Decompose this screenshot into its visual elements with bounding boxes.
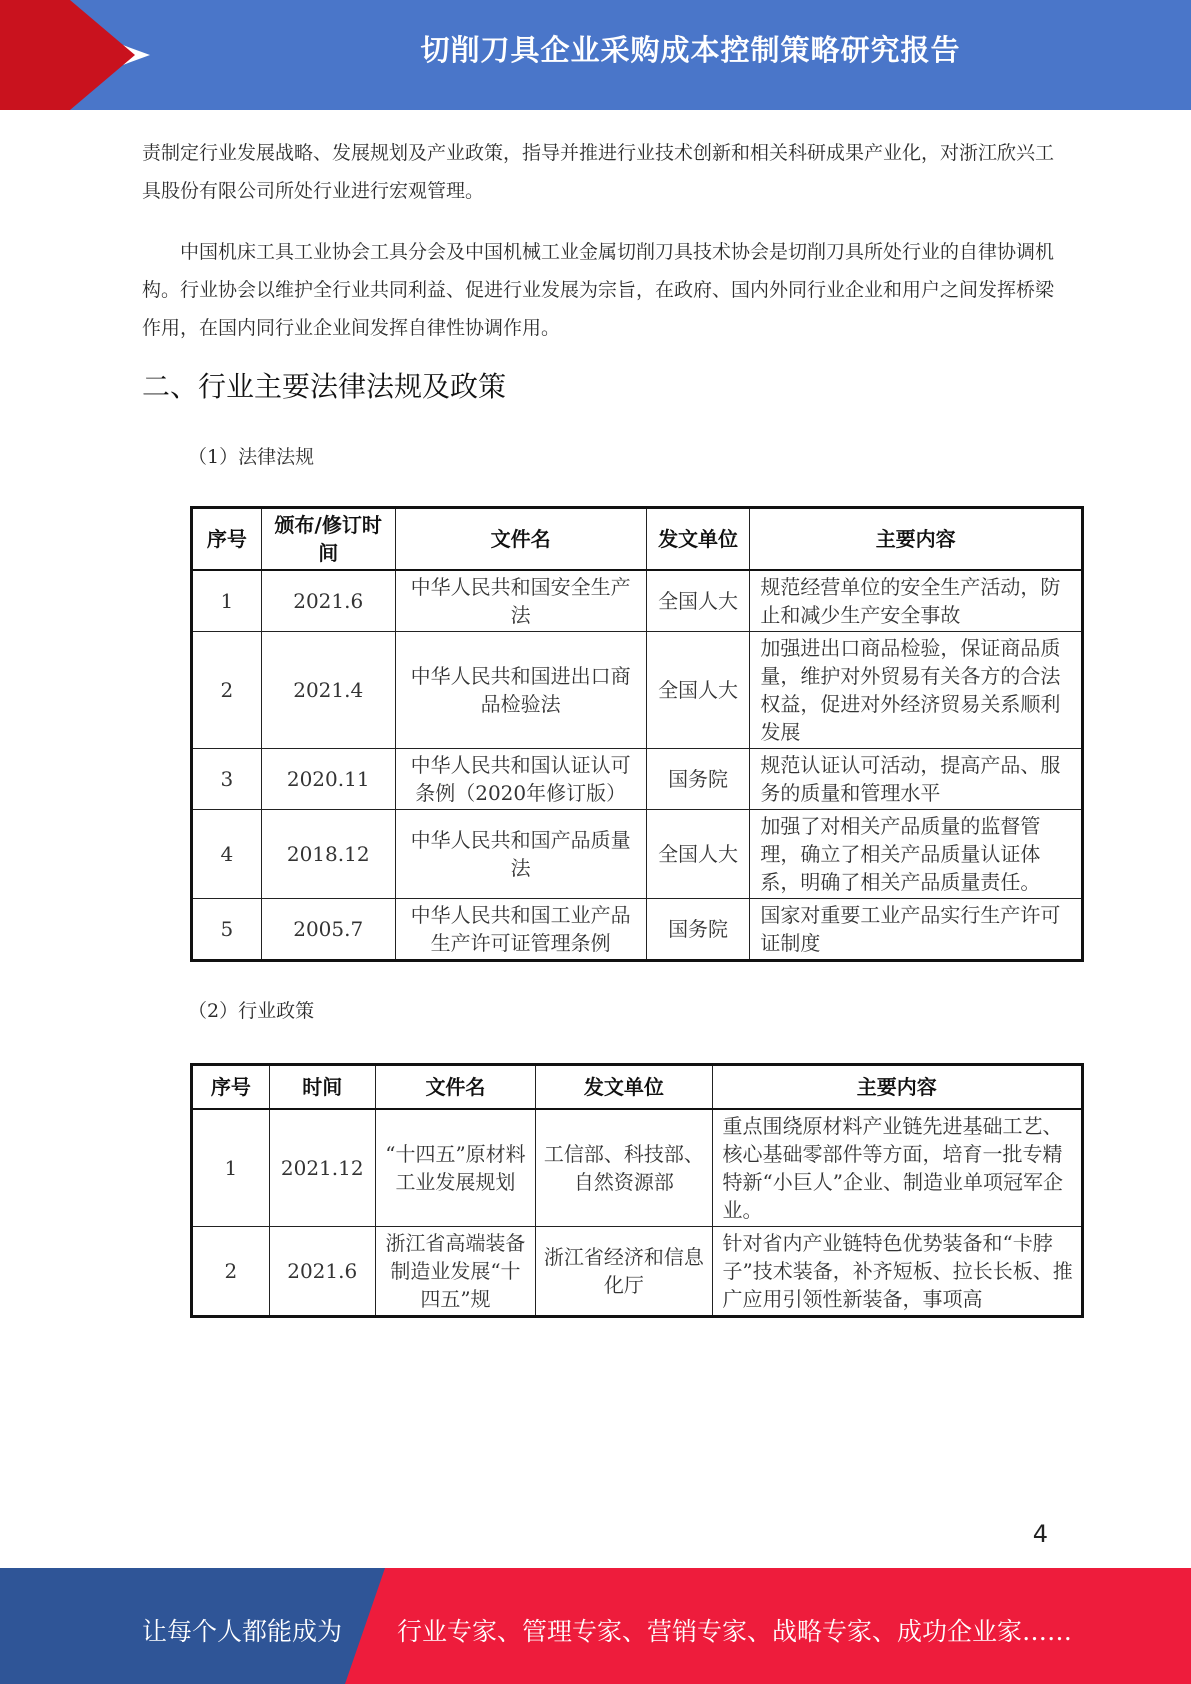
header-banner bbox=[0, 0, 1191, 110]
footer-slogan-left: 让每个人都能成为 bbox=[142, 1617, 343, 1646]
footer-slant-decoration bbox=[345, 1568, 385, 1684]
col-header: 主要内容 bbox=[712, 1065, 1082, 1109]
cell: 2021.4 bbox=[261, 632, 395, 749]
header-red-arrow bbox=[70, 0, 135, 110]
cell: “十四五”原材料工业发展规划 bbox=[375, 1109, 535, 1227]
section-heading: 二、行业主要法律法规及政策 bbox=[142, 370, 507, 403]
cell: 工信部、科技部、自然资源部 bbox=[536, 1109, 712, 1227]
cell: 5 bbox=[192, 899, 262, 961]
policies-table bbox=[190, 1063, 1084, 1318]
cell: 2021.6 bbox=[261, 570, 395, 632]
cell: 2 bbox=[192, 632, 262, 749]
col-header: 序号 bbox=[192, 1065, 270, 1109]
col-header: 序号 bbox=[192, 508, 262, 571]
cell: 浙江省高端装备制造业发展“十四五”规 bbox=[375, 1226, 535, 1316]
cell: 中华人民共和国产品质量法 bbox=[395, 810, 646, 899]
col-header: 文件名 bbox=[375, 1065, 535, 1109]
cell: 国家对重要工业产品实行生产许可证制度 bbox=[750, 899, 1083, 961]
cell: 2021.12 bbox=[269, 1109, 375, 1227]
cell: 4 bbox=[192, 810, 262, 899]
paragraph-1: 责制定行业发展战略、发展规划及产业政策，指导并推进行业技术创新和相关科研成果产业化，对浙江欣兴工具股份有限公司所处行业进行宏观管理。 bbox=[142, 142, 1055, 202]
cell: 2020.11 bbox=[261, 749, 395, 810]
cell: 加强进出口商品检验，保证商品质量，维护对外贸易有关各方的合法权益，促进对外经济贸易关系顺利发展 bbox=[750, 632, 1083, 749]
footer-slogan-right: 行业专家、管理专家、营销专家、战略专家、成功企业家…… bbox=[397, 1617, 1073, 1646]
col-header: 文件名 bbox=[395, 508, 646, 571]
col-header: 主要内容 bbox=[750, 508, 1083, 571]
cell: 中华人民共和国工业产品生产许可证管理条例 bbox=[395, 899, 646, 961]
cell: 3 bbox=[192, 749, 262, 810]
cell: 规范经营单位的安全生产活动，防止和减少生产安全事故 bbox=[750, 570, 1083, 632]
table-row bbox=[192, 632, 1083, 749]
cell: 中华人民共和国认证认可条例（2020年修订版） bbox=[395, 749, 646, 810]
cell: 全国人大 bbox=[646, 810, 750, 899]
col-header: 发文单位 bbox=[536, 1065, 712, 1109]
page-number: 4 bbox=[1032, 1520, 1048, 1548]
cell: 1 bbox=[192, 1109, 270, 1227]
cell: 浙江省经济和信息化厅 bbox=[536, 1226, 712, 1316]
table-row bbox=[192, 749, 1083, 810]
cell: 针对省内产业链特色优势装备和“卡脖子”技术装备，补齐短板、拉长长板、推广应用引领性新装备，事项高 bbox=[712, 1226, 1082, 1316]
paragraph-2: 中国机床工具工业协会工具分会及中国机械工业金属切削刀具技术协会是切削刀具所处行业的自律协调机构。行业协会以维护全行业共同利益、促进行业发展为宗旨，在政府、国内外同行业企业和用户之间发挥桥梁作用，在国内同行业企业间发挥自律性协调作用。 bbox=[142, 241, 1055, 339]
cell: 加强了对相关产品质量的监督管理，确立了相关产品质量认证体系，明确了相关产品质量责任。 bbox=[750, 810, 1083, 899]
table-row bbox=[192, 570, 1083, 632]
table-header-row bbox=[192, 1065, 1083, 1109]
table-row bbox=[192, 1226, 1083, 1316]
col-header: 发文单位 bbox=[646, 508, 750, 571]
cell: 2018.12 bbox=[261, 810, 395, 899]
cell: 重点围绕原材料产业链先进基础工艺、核心基础零部件等方面，培育一批专精特新“小巨人”企业、制造业单项冠军企业。 bbox=[712, 1109, 1082, 1227]
cell: 中华人民共和国安全生产法 bbox=[395, 570, 646, 632]
col-header: 时间 bbox=[269, 1065, 375, 1109]
cell: 全国人大 bbox=[646, 632, 750, 749]
footer-banner bbox=[0, 1568, 1191, 1684]
report-title: 切削刀具企业采购成本控制策略研究报告 bbox=[420, 33, 961, 67]
header-red-block bbox=[0, 0, 70, 110]
table-header-row bbox=[192, 508, 1083, 571]
cell: 中华人民共和国进出口商品检验法 bbox=[395, 632, 646, 749]
cell: 1 bbox=[192, 570, 262, 632]
cell: 2005.7 bbox=[261, 899, 395, 961]
cell: 国务院 bbox=[646, 749, 750, 810]
table-row bbox=[192, 1109, 1083, 1227]
cell: 全国人大 bbox=[646, 570, 750, 632]
cell: 规范认证认可活动，提高产品、服务的质量和管理水平 bbox=[750, 749, 1083, 810]
cell: 2021.6 bbox=[269, 1226, 375, 1316]
table-row bbox=[192, 810, 1083, 899]
subsection-laws: （1）法律法规 bbox=[188, 446, 315, 468]
cell: 2 bbox=[192, 1226, 270, 1316]
laws-table bbox=[190, 506, 1084, 962]
col-header: 颁布/修订时间 bbox=[261, 508, 395, 571]
table-row bbox=[192, 899, 1083, 961]
cell: 国务院 bbox=[646, 899, 750, 961]
subsection-policies: （2）行业政策 bbox=[188, 1000, 315, 1022]
